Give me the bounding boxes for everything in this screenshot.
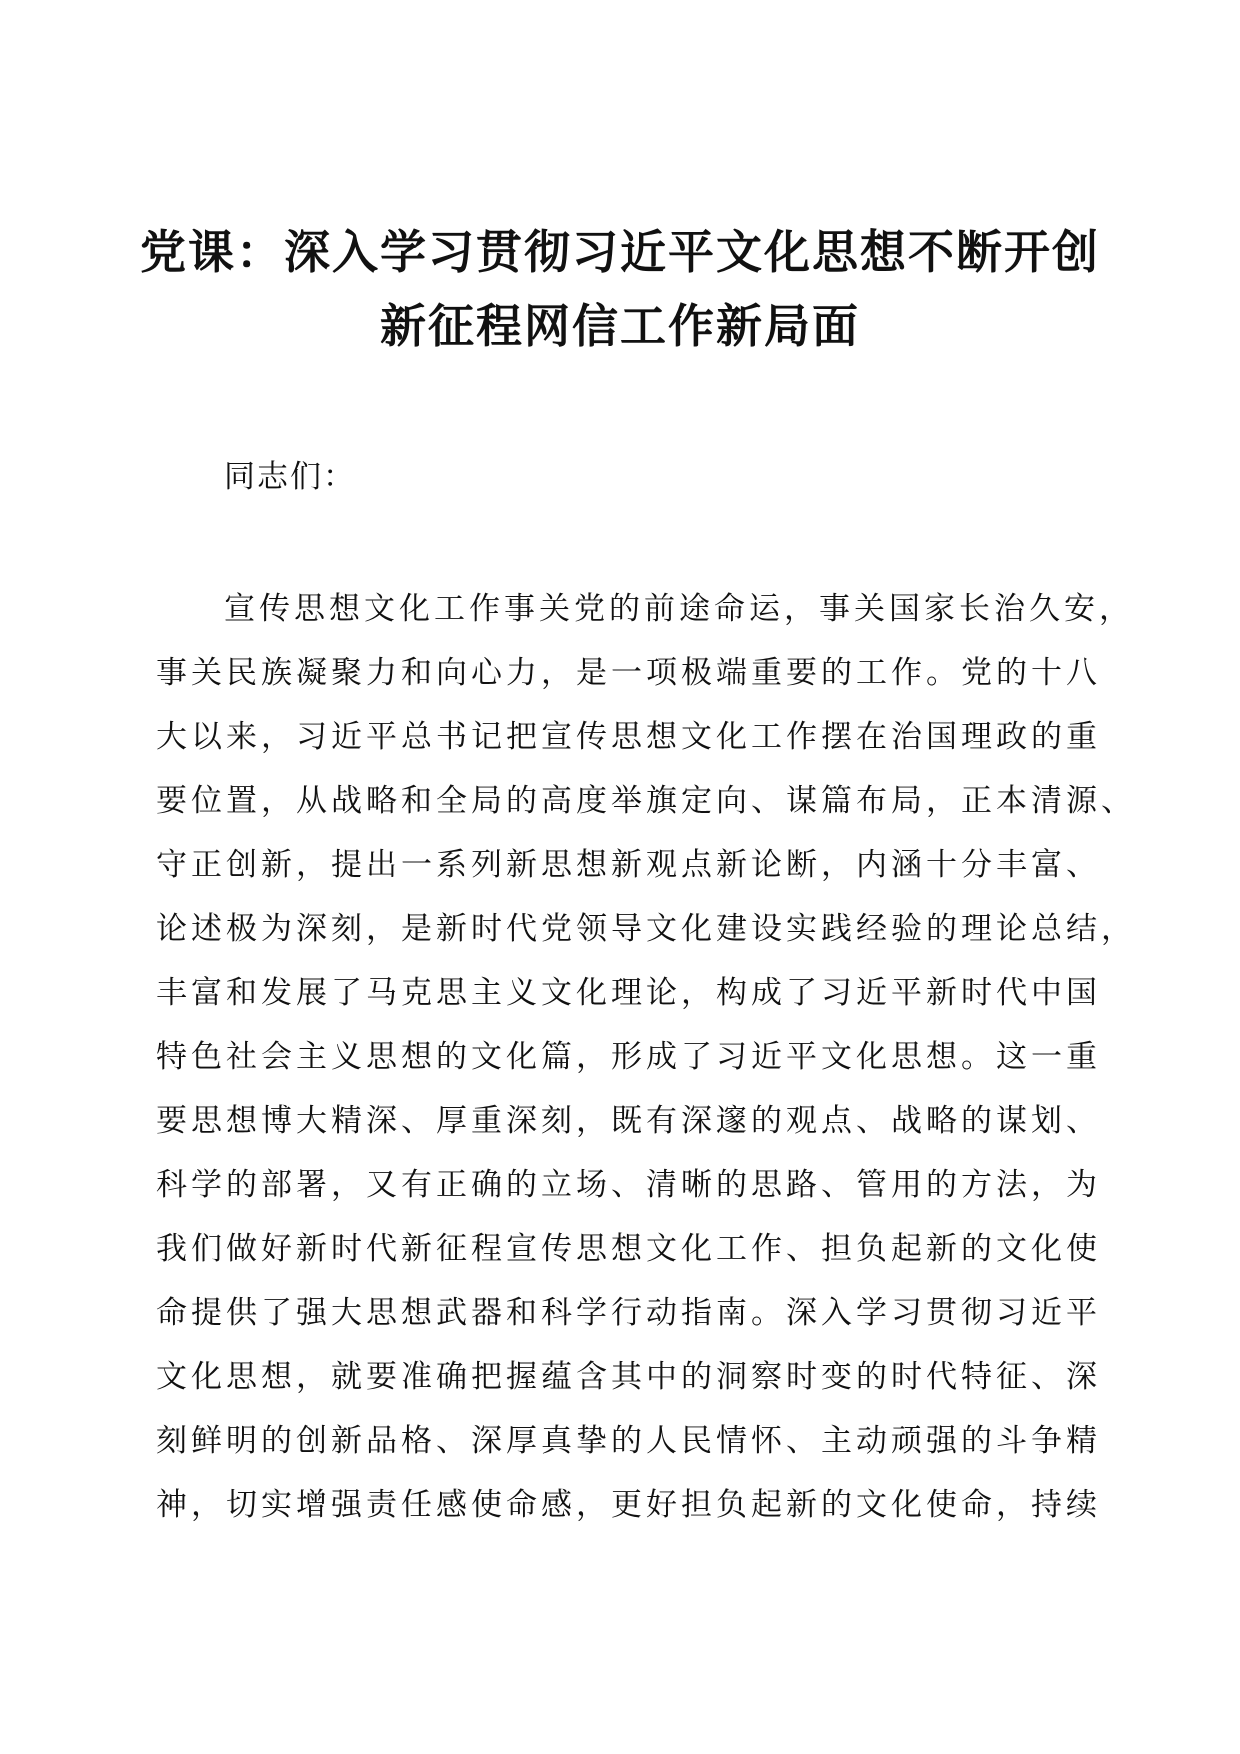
paragraph-line: 要思想博大精深、厚重深刻，既有深邃的观点、战略的谋划、 [156,1103,1101,1139]
document-title-line-1: 党课：深入学习贯彻习近平文化思想不断开创 [140,225,1100,279]
paragraph-line: 神，切实增强责任感使命感，更好担负起新的文化使命，持续 [156,1487,1101,1523]
paragraph-line: 守正创新，提出一系列新思想新观点新论断，内涵十分丰富、 [156,847,1101,883]
paragraph-line: 事关民族凝聚力和向心力，是一项极端重要的工作。党的十八 [156,655,1101,691]
paragraph-line: 命提供了强大思想武器和科学行动指南。深入学习贯彻习近平 [156,1295,1101,1331]
paragraph-line: 刻鲜明的创新品格、深厚真挚的人民情怀、主动顽强的斗争精 [156,1423,1101,1459]
paragraph-line: 特色社会主义思想的文化篇，形成了习近平文化思想。这一重 [156,1039,1101,1075]
paragraph-line: 大以来，习近平总书记把宣传思想文化工作摆在治国理政的重 [156,719,1101,755]
paragraph-line: 我们做好新时代新征程宣传思想文化工作、担负起新的文化使 [156,1231,1101,1267]
paragraph-line: 宣传思想文化工作事关党的前途命运，事关国家长治久安， [224,591,1134,627]
paragraph-line: 论述极为深刻，是新时代党领导文化建设实践经验的理论总结， [156,911,1136,947]
paragraph-line: 要位置，从战略和全局的高度举旗定向、谋篇布局，正本清源、 [156,783,1136,819]
document-title-line-2: 新征程网信工作新局面 [380,299,860,353]
paragraph-line: 科学的部署，又有正确的立场、清晰的思路、管用的方法，为 [156,1167,1101,1203]
salutation: 同志们： [224,459,356,495]
body-paragraph [156,577,1136,1537]
paragraph-line: 文化思想，就要准确把握蕴含其中的洞察时变的时代特征、深 [156,1359,1101,1395]
paragraph-line: 丰富和发展了马克思主义文化理论，构成了习近平新时代中国 [156,975,1101,1011]
